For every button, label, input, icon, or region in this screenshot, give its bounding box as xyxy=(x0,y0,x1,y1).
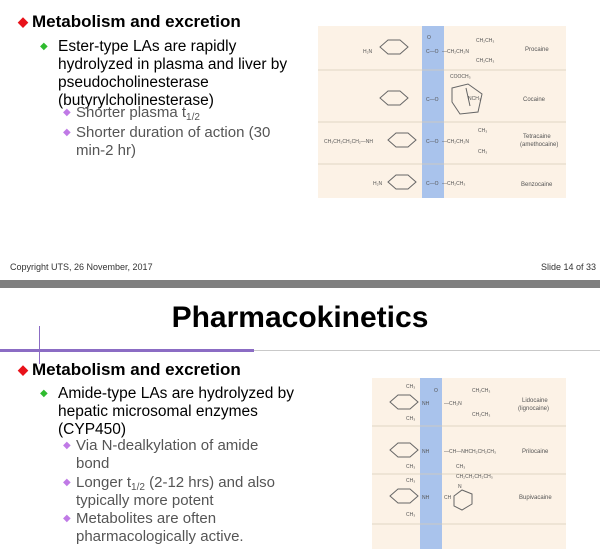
ethyl-label: CH₂CH₃ xyxy=(472,388,491,394)
ch-label: CH xyxy=(444,495,452,501)
footer-copyright: Copyright UTS, 26 November, 2017 xyxy=(10,262,153,272)
amine-label: H₂N xyxy=(373,181,383,187)
bullet-heading xyxy=(18,360,241,380)
vertical-accent-line xyxy=(39,326,40,364)
drug-alias-amethocaine: (amethocaine) xyxy=(520,142,559,148)
bullet-level3 xyxy=(63,510,316,546)
n-methyl-label: NCH₃ xyxy=(468,96,481,102)
text-line: Amide-type LAs are hydrolyzed by xyxy=(58,385,295,402)
ethyl-label: CH₂CH₃ xyxy=(472,412,491,418)
text-line: hydrolyzed in plasma and liver by xyxy=(58,56,288,73)
red-diamond-bullet-icon: ◆ xyxy=(18,14,28,29)
title-rule xyxy=(254,350,600,351)
text-line: (CYP450) xyxy=(58,421,127,438)
butylamino-label: CH₃CH₂CH₂CH₂—NH xyxy=(324,139,373,145)
methyl-label: CH₃ xyxy=(456,464,466,470)
amide-nh-label: NH xyxy=(422,449,430,455)
text-line xyxy=(76,474,316,492)
text-line: bond xyxy=(76,455,110,472)
methyl-label: CH₃ xyxy=(406,464,416,470)
amine-label: H₂N xyxy=(363,49,373,55)
slide-15 xyxy=(0,288,600,549)
text-line: Via N-dealkylation of amide xyxy=(76,437,259,454)
bullet-level3 xyxy=(63,437,316,473)
ethyl-label: CH₂CH₃ xyxy=(476,38,495,44)
drug-name-benzocaine: Benzocaine xyxy=(521,182,553,188)
chain-label: —CH₂N xyxy=(444,401,462,407)
text-line: pseudocholinesterase xyxy=(58,74,209,91)
nitrogen-label: N xyxy=(458,484,462,490)
amide-nh-label: NH xyxy=(422,495,430,501)
carbonyl-oxygen-label: O xyxy=(427,35,431,41)
drug-name-bupivacaine: Bupivacaine xyxy=(519,495,552,501)
slide-title: Pharmacokinetics xyxy=(171,301,429,334)
bullet-level3 xyxy=(63,124,316,160)
drug-name-tetracaine: Tetracaine xyxy=(523,134,551,140)
green-diamond-bullet-icon: ◆ xyxy=(40,41,48,52)
purple-diamond-bullet-icon: ◆ xyxy=(63,477,71,488)
text-line: Ester-type LAs are rapidly xyxy=(58,38,237,55)
bullet-level3 xyxy=(63,104,200,123)
ester-group-label: C—O xyxy=(426,49,439,55)
drug-alias-lignocaine: (lignocaine) xyxy=(518,406,550,412)
amide-nh-label: NH xyxy=(422,401,430,407)
amide-anesthetics-structures-diagram xyxy=(372,378,566,549)
text-line: typically more potent xyxy=(76,492,214,509)
text-part: (2-12 hrs) and also xyxy=(144,474,276,491)
heading-text: Metabolism and excretion xyxy=(32,360,241,379)
subscript: 1/2 xyxy=(186,112,200,123)
bullet-level3 xyxy=(63,474,316,510)
drug-name-procaine: Procaine xyxy=(525,47,549,53)
methyl-ester-label: COOCH₃ xyxy=(450,74,471,80)
ester-group-label: C—O xyxy=(426,139,439,145)
text-line: Metabolites are often xyxy=(76,510,217,527)
chain-label: —CH₂CH₂N xyxy=(442,139,469,145)
text-line: min-2 hr) xyxy=(76,142,137,159)
chain-label: —CH₂CH₂N xyxy=(442,49,469,55)
ester-group-label: C—O xyxy=(426,181,439,187)
methyl-label: CH₃ xyxy=(478,128,488,134)
subscript: 1/2 xyxy=(131,482,145,493)
footer-slide-number: Slide 14 of 33 xyxy=(540,262,596,272)
ester-group-label: C—O xyxy=(426,97,439,103)
drug-name-lidocaine: Lidocaine xyxy=(522,398,548,404)
text-line: Shorter plasma t xyxy=(76,104,187,121)
ester-anesthetics-structures-diagram xyxy=(318,26,566,198)
methyl-label: CH₃ xyxy=(406,416,416,422)
heading-text: Metabolism and excretion xyxy=(32,12,241,31)
text-line: (butyrylcholinesterase) xyxy=(58,92,214,109)
bullet-heading xyxy=(18,12,241,32)
green-diamond-bullet-icon: ◆ xyxy=(40,388,48,399)
drug-name-cocaine: Cocaine xyxy=(523,97,546,103)
chain-label: —CH₂CH₃ xyxy=(442,181,466,187)
ethyl-label: CH₂CH₃ xyxy=(476,58,495,64)
purple-diamond-bullet-icon: ◆ xyxy=(63,513,71,524)
text-line: hepatic microsomal enzymes xyxy=(58,403,258,420)
text-line: pharmacologically active. xyxy=(76,528,244,545)
chain-label: —CH—NHCH₂CH₂CH₃ xyxy=(444,449,497,455)
purple-diamond-bullet-icon: ◆ xyxy=(63,127,71,138)
text-line: Shorter duration of action (30 xyxy=(76,124,271,141)
drug-name-prilocaine: Prilocaine xyxy=(522,449,549,455)
carbonyl-oxygen-label: O xyxy=(434,388,438,394)
methyl-label: CH₃ xyxy=(406,478,416,484)
methyl-label: CH₃ xyxy=(406,512,416,518)
butyl-label: CH₂CH₂CH₂CH₃ xyxy=(456,474,493,480)
methyl-label: CH₃ xyxy=(478,149,488,155)
bullet-level2 xyxy=(40,38,328,110)
methyl-label: CH₃ xyxy=(406,384,416,390)
red-diamond-bullet-icon: ◆ xyxy=(18,362,28,377)
purple-diamond-bullet-icon: ◆ xyxy=(63,107,71,118)
slide-separator xyxy=(0,280,600,288)
purple-diamond-bullet-icon: ◆ xyxy=(63,440,71,451)
text-part: Longer t xyxy=(76,474,132,491)
bullet-level2 xyxy=(40,385,328,439)
